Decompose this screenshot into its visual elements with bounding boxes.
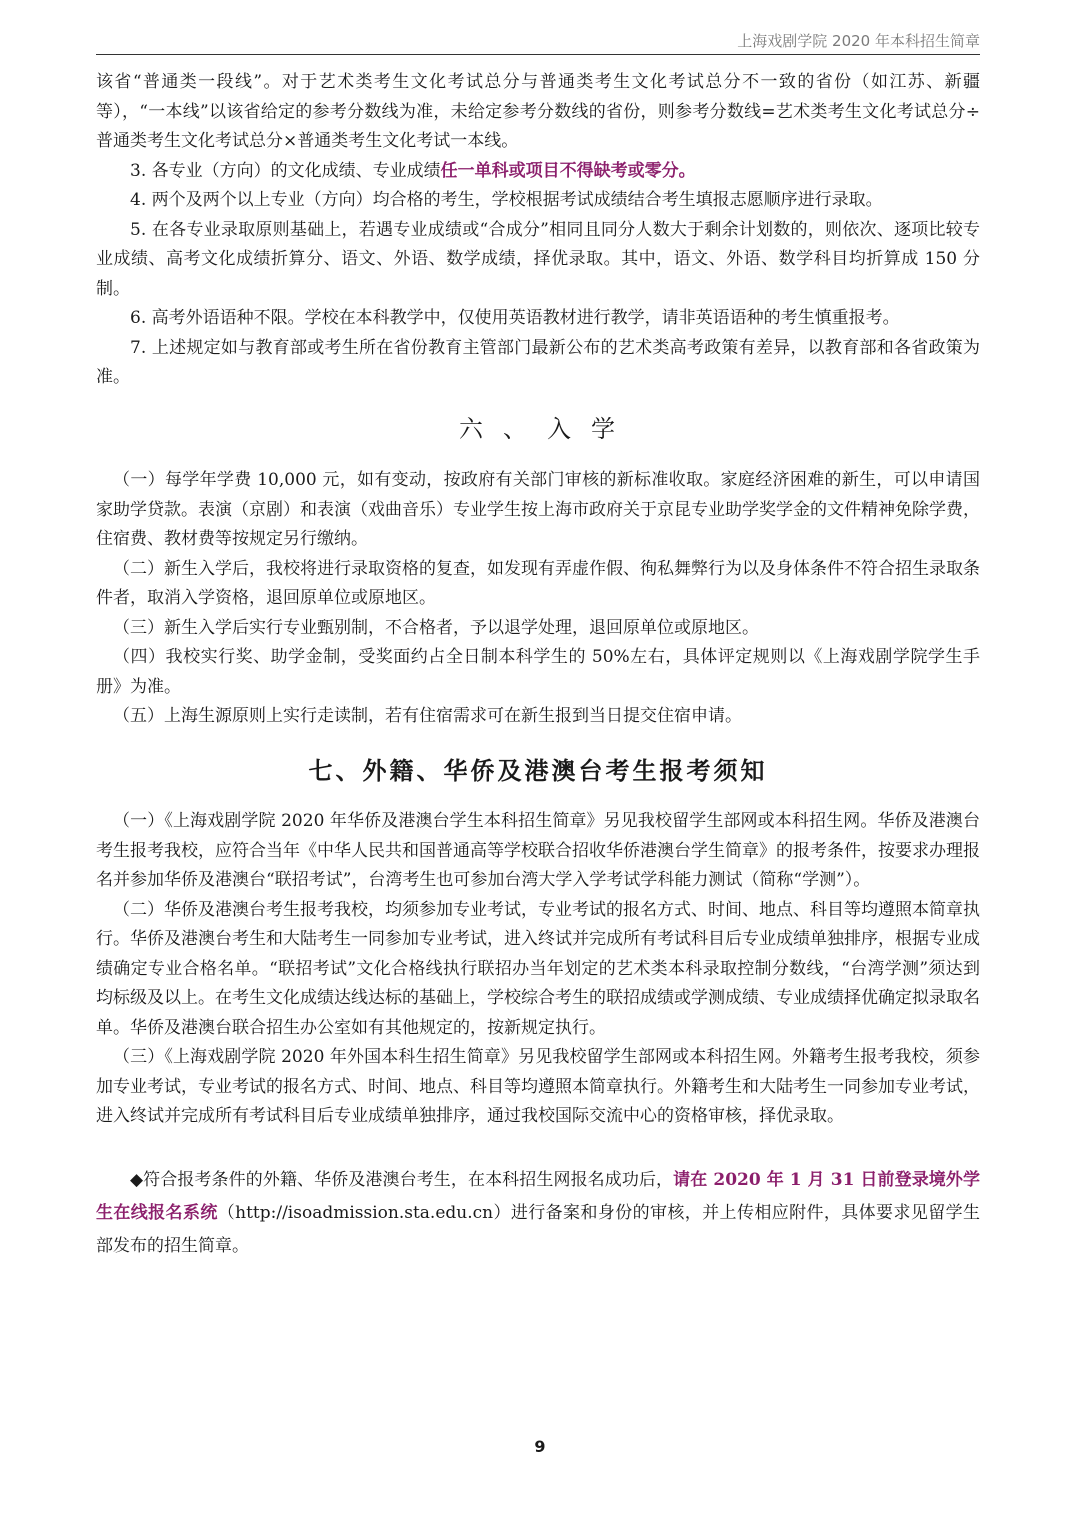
rule-6: 6. 高考外语语种不限。学校在本科教学中，仅使用英语教材进行教学，请非英语语种的考生慎重报考。 <box>130 308 900 328</box>
rule-3-text: 3. 各专业（方向）的文化成绩、专业成绩 <box>130 160 441 181</box>
overseas-item-3: （三）《上海戏剧学院 2020 年外国本科生招生简章》另见我校留学生部网或本科招生网。外籍考生报考我校，须参加专业考试，专业考试的报名方式、时间、地点、科目等均遵照本简章执行。外籍考生和大陆考生一同参加专业考试，进入终试并完成所有考试科目后专业成绩单独排序，通过我校国际交流中心的资格审核，择优录取。 <box>96 1047 980 1126</box>
overseas-item-1: （一）《上海戏剧学院 2020 年华侨及港澳台学生本科招生简章》另见我校留学生部网或本科招生网。华侨及港澳台考生报考我校，应符合当年《中华人民共和国普通高等学校联合招收华侨港澳台学生简章》的报考条件，按要求办理报名并参加华侨及港澳台“联招考试”，台湾考生也可参加台湾大学入学考试学科能力测试（简称“学测”）。 <box>96 811 980 890</box>
note-highlight: 请在 2020 年 1 月 31 日前登录境外学生在线报名系统 <box>96 1169 981 1223</box>
registration-note <box>96 1164 980 1263</box>
section-7-heading: 七、外籍、华侨及港澳台考生报考须知 <box>308 755 768 785</box>
enrollment-item-3: （三）新生入学后实行专业甄别制，不合格者，予以退学处理，退回原单位或原地区。 <box>113 617 759 638</box>
note-text-c: （http://isoadmission.sta.edu.cn）进行备案和身份的审核，并上传相应附件，具体要求见留学生部发布的招生简章。 <box>96 1202 981 1256</box>
rule-3-highlight: 任一单科或项目不得缺考或零分。 <box>440 160 696 181</box>
page-header <box>96 28 980 55</box>
section-6-heading-b: 学 <box>591 414 617 443</box>
page-number: 9 <box>534 1437 546 1456</box>
overseas-item-2: （二）华侨及港澳台考生报考我校，均须参加专业考试，专业考试的报名方式、时间、地点、科目等均遵照本简章执行。华侨及港澳台考生和大陆考生一同参加专业考试，进入终试并完成所有考试科目后专业成绩单独排序，根据专业成绩确定专业合格名单。“联招考试”文化合格线执行联招办当年划定的艺术类本科录取控制分数线，“台湾学测”须达到均标级及以上。在考生文化成绩达线达标的基础上，学校综合考生的联招成绩或学测成绩、专业成绩择优确定拟录取名单。华侨及港澳台联合招生办公室如有其他规定的，按新规定执行。 <box>96 899 980 1038</box>
note-text-a: ◆符合报考条件的外籍、华侨及港澳台考生，在本科招生网报名成功后， <box>130 1169 674 1190</box>
enrollment-item-2: （二）新生入学后，我校将进行录取资格的复查，如发现有弄虚作假、徇私舞弊行为以及身体条件不符合招生录取条件者，取消入学资格，退回原单位或原地区。 <box>96 558 980 608</box>
document-body <box>96 68 980 1263</box>
enrollment-item-5: （五）上海生源原则上实行走读制，若有住宿需求可在新生报到当日提交住宿申请。 <box>113 706 742 726</box>
enrollment-item-4: （四）我校实行奖、助学金制，受奖面约占全日制本科学生的 50%左右，具体评定规则以《上海戏剧学院学生手册》为准。 <box>96 647 980 697</box>
header-title: 上海戏剧学院 2020 年本科招生简章 <box>737 32 980 50</box>
rule-7: 7. 上述规定如与教育部或考生所在省份教育主管部门最新公布的艺术类高考政策有差异，以教育部和各省政策为准。 <box>96 337 980 387</box>
enrollment-item-1: （一）每学年学费 10,000 元，如有变动，按政府有关部门审核的新标准收取。家庭经济困难的新生，可以申请国家助学贷款。表演（京剧）和表演（戏曲音乐）专业学生按上海市政府关于京昆专业助学奖学金的文件精神免除学费，住宿费、教材费等按规定另行缴纳。 <box>96 470 980 549</box>
rule-4: 4. 两个及两个以上专业（方向）均合格的考生，学校根据考试成绩结合考生填报志愿顺序进行录取。 <box>130 190 883 210</box>
section-6-heading-a: 六、入 <box>459 414 591 443</box>
paragraph-continued: 该省“普通类一段线”。对于艺术类考生文化考试总分与普通类考生文化考试总分不一致的省份（如江苏、新疆等），“一本线”以该省给定的参考分数线为准，未给定参考分数线的省份，则参考分数线=艺术类考生文化考试总分÷普通类考生文化考试总分×普通类考生文化考试一本线。 <box>96 72 980 151</box>
rule-3 <box>96 157 980 187</box>
rule-5: 5. 在各专业录取原则基础上，若遇专业成绩或“合成分”相同且同分人数大于剩余计划数的，则依次、逐项比较专业成绩、高考文化成绩折算分、语文、外语、数学成绩，择优录取。其中，语文、外语、数学科目均折算成 150 分制。 <box>96 219 980 299</box>
section-6-heading <box>96 415 980 445</box>
